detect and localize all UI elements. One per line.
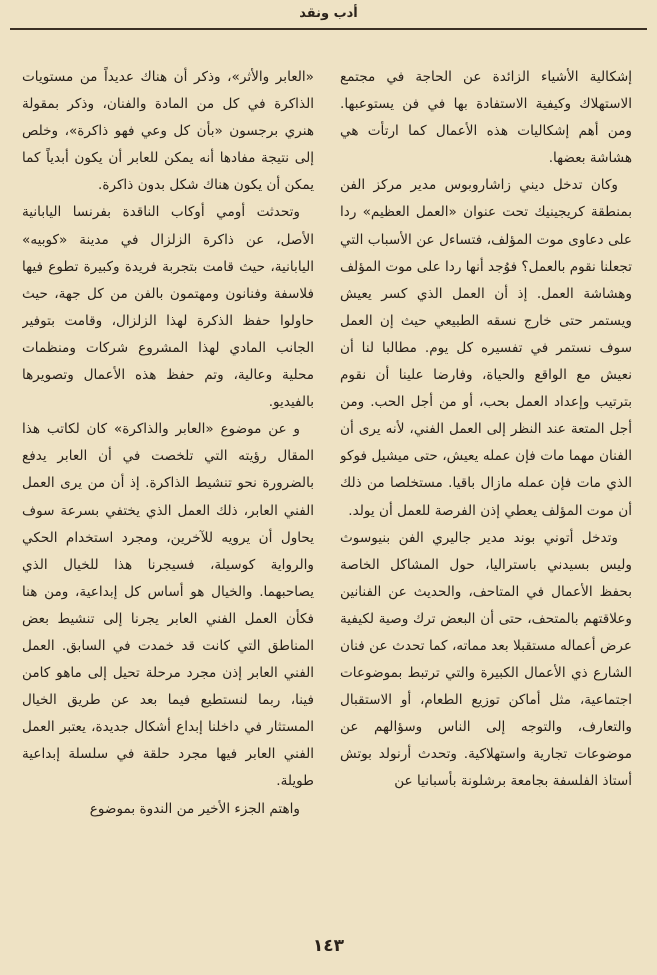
paragraph: وكان تدخل ديني زاشاروبوس مدير مركز الفن بمنطقة كريجينيك تحت عنوان «العمل العظيم» ردا على دعاوى موت المؤلف، فتساءل عن الأسباب التي تجعلنا نقوم بالعمل؟ فوُجد أنها ردا على موت المؤلف وهشاشة العمل. إذ أن العمل الذي كسر يعيش ويستمر حتى خارج نسقه الطبيعي حيث إن العمل سوف نستمر في تفسيره كل يوم. مطالبا لنا أن نعيش مع الواقع والحياة، وفارضا علينا أن نقوم بترتيب وإعداد العمل بحب، أو من أجل الحب. ومن أجل المتعة عند النظر إلى العمل الفني، لأنه يرى أن الفنان مهما مات فإن عمله يعيش، حتى ميشيل فوكو الذي مات فإن عمله مازال باقيا. مستخلصا من ذلك أن موت المؤلف يعطي إذن الفرصة للعمل أن يولد. — [340, 177, 632, 519]
section-header: أدب ونقد — [299, 6, 358, 21]
paragraph: وتدخل أتوني بوند مدير جاليري الفن بنيوسوث وليس بسيدني باستراليا، حول المشاكل الخاصة بحفظ الأعمال في المتاحف، والحديث عن الفنانين وعلاقتهم بالمتحف، حتى أن البعض ترك وصية لكيفية عرض أعماله مستقبلا بعد مماته، كما تحدث عن فنان الشارع ذي الأعمال الكبيرة والتي ترتبط بموضوعات اجتماعية، مثل أماكن توزيع الطعام، أو الاستقبال والتعارف، والتوجه إلى الناس وسؤالهم عن موضوعات تجارية واستهلاكية. وتحدث أرنولد بوتش أستاذ الفلسفة بجامعة برشلونة بأسبانيا عن — [340, 529, 632, 790]
left-column — [22, 64, 314, 924]
page-number: ١٤٣ — [312, 936, 345, 956]
paragraph: وتحدثت أومي أوكاب الناقدة بفرنسا اليابانية الأصل، عن ذاكرة الزلزال في مدينة «كوبيه» اليابانية، حيث قامت بتجربة فريدة وكبيرة تطوع فيها فلاسفة وفنانون ومهتمون بالفن من كل جهة، حيث حاولوا حفظ الذكرة لهذا الزلزال، وقامت بتوفير الجانب المادي لهذا المشروع شركات ومنظمات محلية وعالية، وتم حفظ هذه الأعمال وتصويرها بالفيديو. — [22, 204, 314, 411]
paragraph: إشكالية الأشياء الزائدة عن الحاجة في مجتمع الاستهلاك وكيفية الاستفادة بها في فن يستوعبها. ومن أهم إشكاليات هذه الأعمال كما ارتأت هي هشاشة بعضها. — [340, 69, 632, 167]
paragraph: واهتم الجزء الأخير من الندوة بموضوع — [89, 800, 300, 817]
paragraph: و عن موضوع «العابر والذاكرة» كان لكاتب هذا المقال رؤيته التي تلخصت في أن العابر يدفع بالضرورة نحو تنشيط الذاكرة. إذ أن من يرى العمل الفني العابر، ذلك العمل الذي يختفي بسرعة سوف يحاول أن يرويه للآخرين، ومجرد استخدام الحكي والرواية كوسيلة، فسيجرنا هذا للخيال الذي يصاحبهما. والخيال هو أساس كل إبداعية، ومن هنا فكأن العمل الفني العابر يجرنا إلى تنشيط بعض المناطق التي كانت قد خمدت في السابق. العمل الفني العابر إذن مجرد مرحلة تحيل إلى ماهو كامن فينا، ربما لنستطيع فيما بعد عن طريق الخيال المستثار في داخلنا إبداع أشكال جديدة، يعتبر العمل الفني العابر فيها مجرد حلقة في سلسلة إبداعية طويلة. — [22, 421, 314, 790]
paragraph: «العابر والأثر»، وذكر أن هناك عديداً من مستويات الذاكرة في كل من المادة والفنان، وذكر بمقولة هنري برجسون «بأن كل وعي فهو ذاكرة»، وخلص إلى نتيجة مفادها أنه يمكن للعابر أن يكون أبدياً كما يمكن أن يكون هناك شكل بدون ذاكرة. — [22, 69, 314, 194]
right-column — [340, 64, 632, 924]
text-columns — [22, 64, 632, 924]
header-rule — [10, 28, 647, 30]
